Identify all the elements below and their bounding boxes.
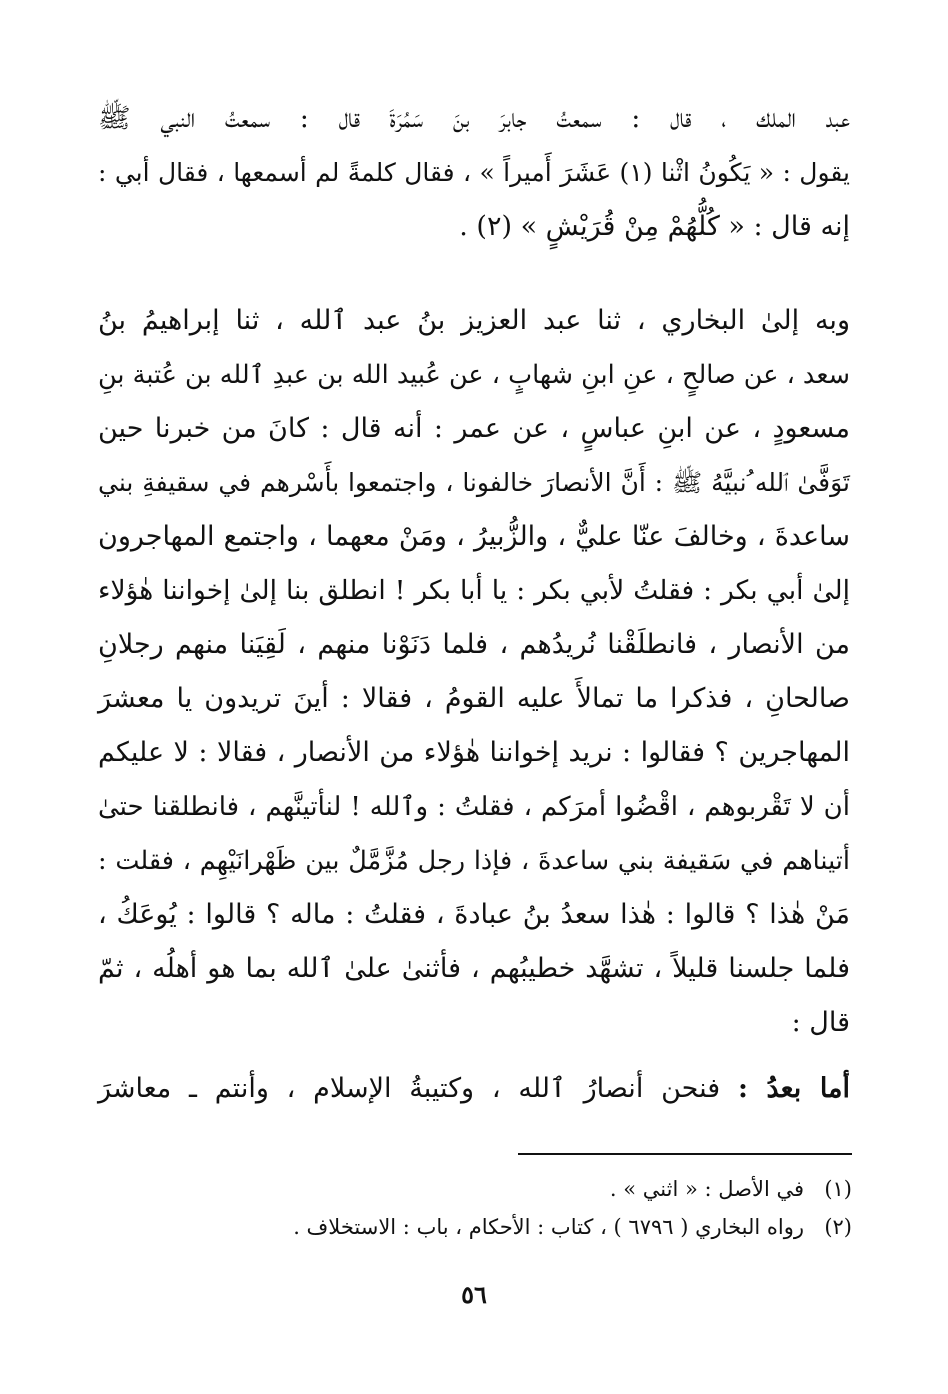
text-line: إنه قال : « كُلُّهُمْ مِنْ قُرَيْشٍ » (٢) . (459, 211, 850, 242)
text-line: فلما جلسنا قليلاً ، تشهَّد خطيبُهم ، فأثنىٰ علىٰ ٱلله بما هو أهلُه ، ثمّ (98, 953, 850, 984)
text-line: يقول : « يَكُونُ اثْنا (١) عَشَرَ أَميراً » ، فقال كلمةً لم أسمعها ، فقال أبي : (98, 158, 850, 187)
text-line: سعد ، عن صالحٍ ، عنِ ابنِ شهابٍ ، عن عُبيد الله بن عبدِ ٱلله بن عُتبة بنِ (98, 360, 850, 390)
footnote-divider (518, 1153, 852, 1155)
line-rest: فنحن أنصارُ ٱلله ، وكتيبةُ الإسلام ، وأنتم ـ معاشرَ (98, 1073, 721, 1104)
footnote-number: (١) (824, 1177, 852, 1201)
text-line: عبد الملك ، قال : سمعتُ جابرَ بنَ سَمُرَةَ قال : سمعتُ النبي ﷺ (98, 103, 850, 134)
lead-phrase: أما بعدُ : (737, 1073, 851, 1104)
footnote-1 (100, 1170, 852, 1208)
text-line: قال : (791, 1007, 850, 1038)
paragraph-3 (98, 1062, 850, 1116)
text-line: مسعودٍ ، عن ابنِ عباسٍ ، عن عمر : أنه قال : كانَ من خبرنا حين (98, 413, 850, 444)
text-line: من الأنصار ، فانطلَقْنا نُريدُهم ، فلما دَنَوْنا منهم ، لَقِيَنا منهم رجلانِ (98, 629, 850, 660)
text-line: أتيناهم في سَقيفة بني ساعدةَ ، فإذا رجل مُزَّمَّلٌ بين ظَهْرانَيْهِم ، فقلت : (98, 846, 850, 876)
text-line: مَنْ هٰذا ؟ قالوا : هٰذا سعدُ بنُ عبادةَ ، فقلتُ : ماله ؟ قالوا : يُوعَكُ ، (98, 899, 850, 930)
text-line: صالحانِ ، فذكرا ما تمالأَ عليه القومُ ، فقالا : أينَ تريدون يا معشرَ (98, 683, 850, 714)
text-line (98, 1062, 850, 1116)
text-line: إلىٰ أبي بكر : فقلتُ لأبي بكر : يا أبا بكر ! انطلق بنا إلىٰ إخواننا هٰؤلاء (98, 575, 850, 606)
text-line: تَوَفَّىٰ ٱلله ُنبيَّهُ ﷺ : أَنَّ الأنصارَ خالفونا ، واجتمعوا بأَسْرهم في سقيفةِ بني (98, 468, 850, 497)
footnotes (100, 1170, 852, 1246)
text-line: وبه إلىٰ البخاري ، ثنا عبد العزيز بنُ عبد ٱلله ، ثنا إبراهيمُ بنُ (98, 305, 850, 336)
text-line: أن لا تَقْربوهم ، اقْضُوا أمرَكم ، فقلتُ : وٱلله ! لنأتينَّهم ، فانطلقنا حتىٰ (98, 792, 850, 822)
paragraph-1 (98, 92, 850, 254)
footnote-number: (٢) (824, 1215, 852, 1239)
footnote-text: رواه البخاري ( ٦٧٩٦ ) ، كتاب : الأحكام ، باب : الاستخلاف . (293, 1215, 804, 1239)
paragraph-2 (98, 294, 850, 1050)
page-number: ٥٦ (461, 1280, 487, 1309)
text-line: المهاجرين ؟ فقالوا : نريد إخواننا هٰؤلاء من الأنصار ، فقالا : لا عليكم (98, 737, 850, 768)
footnote-2 (100, 1208, 852, 1246)
text-line: ساعدةَ ، وخالفَ عنّا عليٌّ ، والزُّبيرُ ، ومَنْ معهما ، واجتمع المهاجرون (98, 521, 850, 552)
footnote-text: في الأصل : « اثني » . (609, 1177, 804, 1201)
